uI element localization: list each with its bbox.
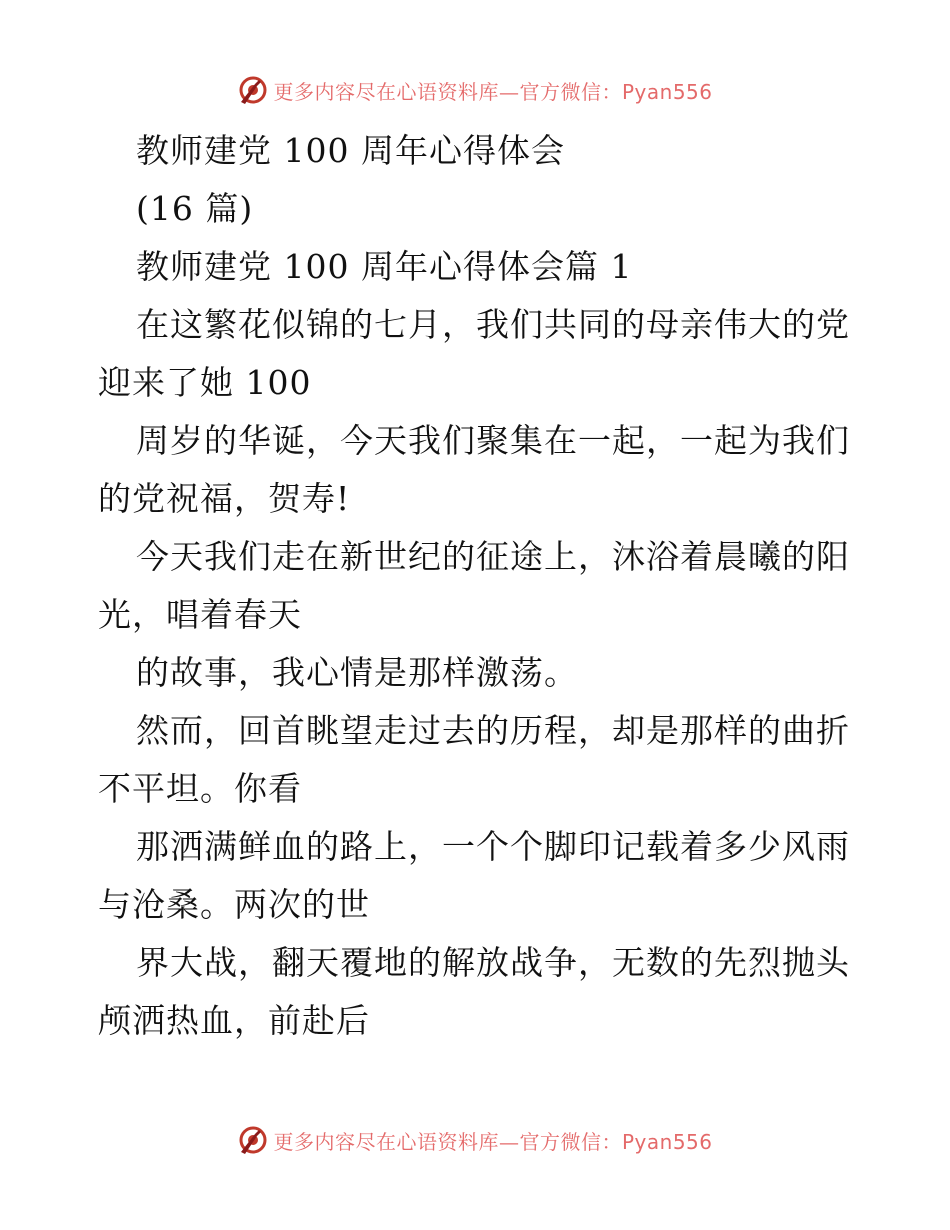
paragraph-line: 那洒满鲜血的路上，一个个脚印记载着多少风雨 [136,827,850,866]
paragraph-line: 的党祝福，贺寿! [98,479,351,518]
paragraph-line: 迎来了她 100 [98,363,312,402]
paragraph-line: 与沧桑。两次的世 [98,885,370,924]
paragraph-line: 光，唱着春天 [98,595,302,634]
red-pen-circle-icon [237,74,269,106]
paragraph-line: 在这繁花似锦的七月，我们共同的母亲伟大的党 [136,305,850,344]
document-title: 教师建党 100 周年心得体会 [136,131,565,170]
paragraph-line: 今天我们走在新世纪的征途上，沐浴着晨曦的阳 [136,537,850,576]
red-pen-circle-icon [237,1124,269,1156]
header-banner [0,70,950,110]
footer-banner-text: 更多内容尽在心语资料库—官方微信：Pyan556 [273,1129,713,1154]
paragraph-line: 周岁的华诞，今天我们聚集在一起，一起为我们 [136,421,850,460]
section-heading: 教师建党 100 周年心得体会篇 1 [136,247,633,286]
paragraph-line: 不平坦。你看 [98,769,302,808]
paragraph-line: 界大战，翻天覆地的解放战争，无数的先烈抛头 [136,943,850,982]
document-body [98,122,858,1050]
footer-banner [0,1120,950,1160]
document-subtitle: (16 篇) [136,189,254,228]
paragraph-line: 然而，回首眺望走过去的历程，却是那样的曲折 [136,711,850,750]
paragraph-line: 颅洒热血，前赴后 [98,1001,370,1040]
paragraph-line: 的故事，我心情是那样激荡。 [136,653,578,692]
header-banner-text: 更多内容尽在心语资料库—官方微信：Pyan556 [273,79,713,104]
